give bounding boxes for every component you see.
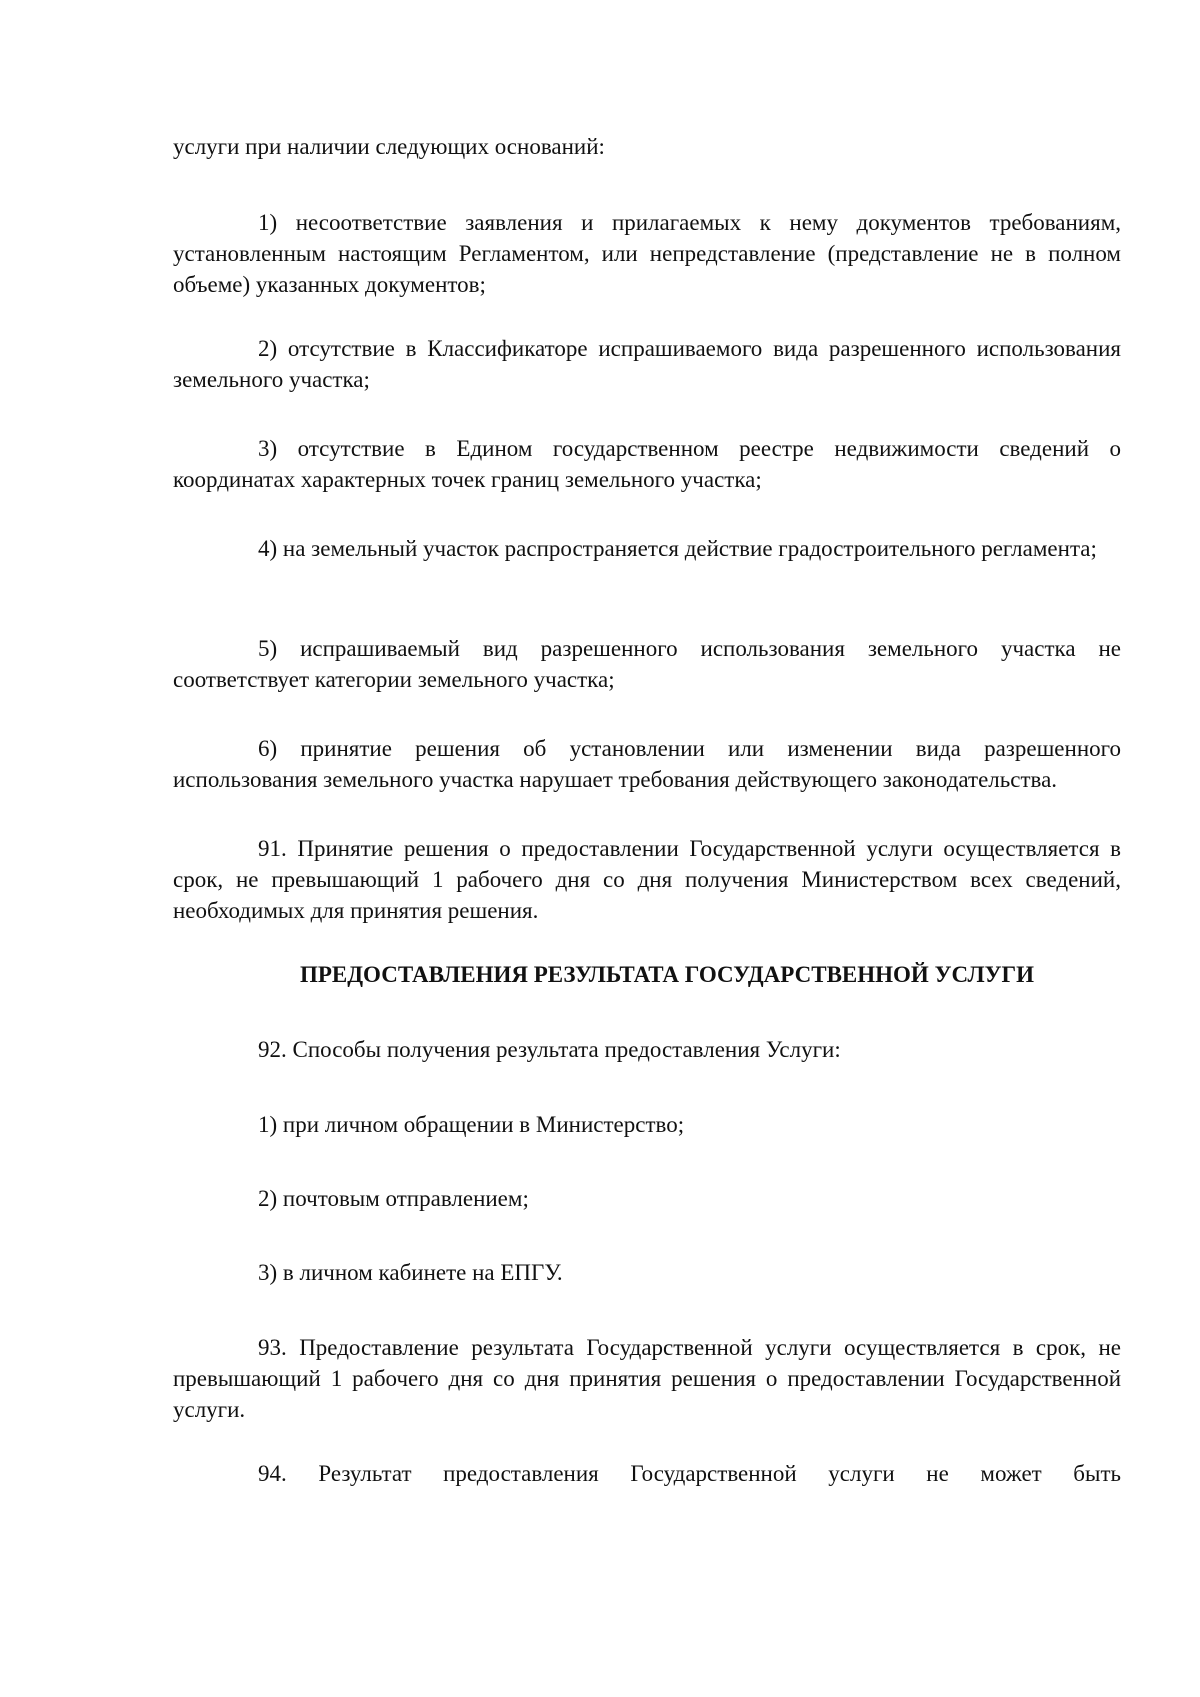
- paragraph-93: 93. Предоставление результата Государственной услуги осуществляется в срок, не превышающий 1 рабочего дня со дня принятия решения о предоставлении Государственной услуги.: [173, 1335, 1121, 1422]
- paragraph-92: 92. Способы получения результата предоставления Услуги:: [258, 1037, 841, 1062]
- paragraph-92-item-1: 1) при личном обращении в Министерство;: [258, 1112, 685, 1137]
- paragraph-item-4: 4) на земельный участок распространяется действие градостроительного регламента;: [258, 536, 1097, 561]
- section-heading: ПРЕДОСТАВЛЕНИЯ РЕЗУЛЬТАТА ГОСУДАРСТВЕННОЙ УСЛУГИ: [299, 962, 1035, 987]
- paragraph-intro: услуги при наличии следующих оснований:: [173, 134, 605, 159]
- paragraph-item-3: 3) отсутствие в Едином государственном реестре недвижимости сведений о координатах характерных точек границ земельного участка;: [173, 436, 1121, 492]
- paragraph-item-6: 6) принятие решения об установлении или изменении вида разрешенного использования земельного участка нарушает требования действующего законодательства.: [173, 736, 1121, 792]
- paragraph-92-item-3: 3) в личном кабинете на ЕПГУ.: [258, 1260, 563, 1285]
- paragraph-91: 91. Принятие решения о предоставлении Государственной услуги осуществляется в срок, не превышающий 1 рабочего дня со дня получения Министерством всех сведений, необходимых для принятия решения.: [173, 836, 1121, 923]
- paragraph-94: 94. Результат предоставления Государственной услуги не может быть: [258, 1461, 1121, 1486]
- paragraph-item-5: 5) испрашиваемый вид разрешенного использования земельного участка не соответствует категории земельного участка;: [173, 636, 1121, 692]
- paragraph-item-2: 2) отсутствие в Классификаторе испрашиваемого вида разрешенного использования земельного участка;: [173, 336, 1121, 392]
- paragraph-item-1: 1) несоответствие заявления и прилагаемых к нему документов требованиям, установленным настоящим Регламентом, или непредставление (представление не в полном объеме) указанных документов;: [173, 210, 1121, 297]
- paragraph-92-item-2: 2) почтовым отправлением;: [258, 1186, 529, 1211]
